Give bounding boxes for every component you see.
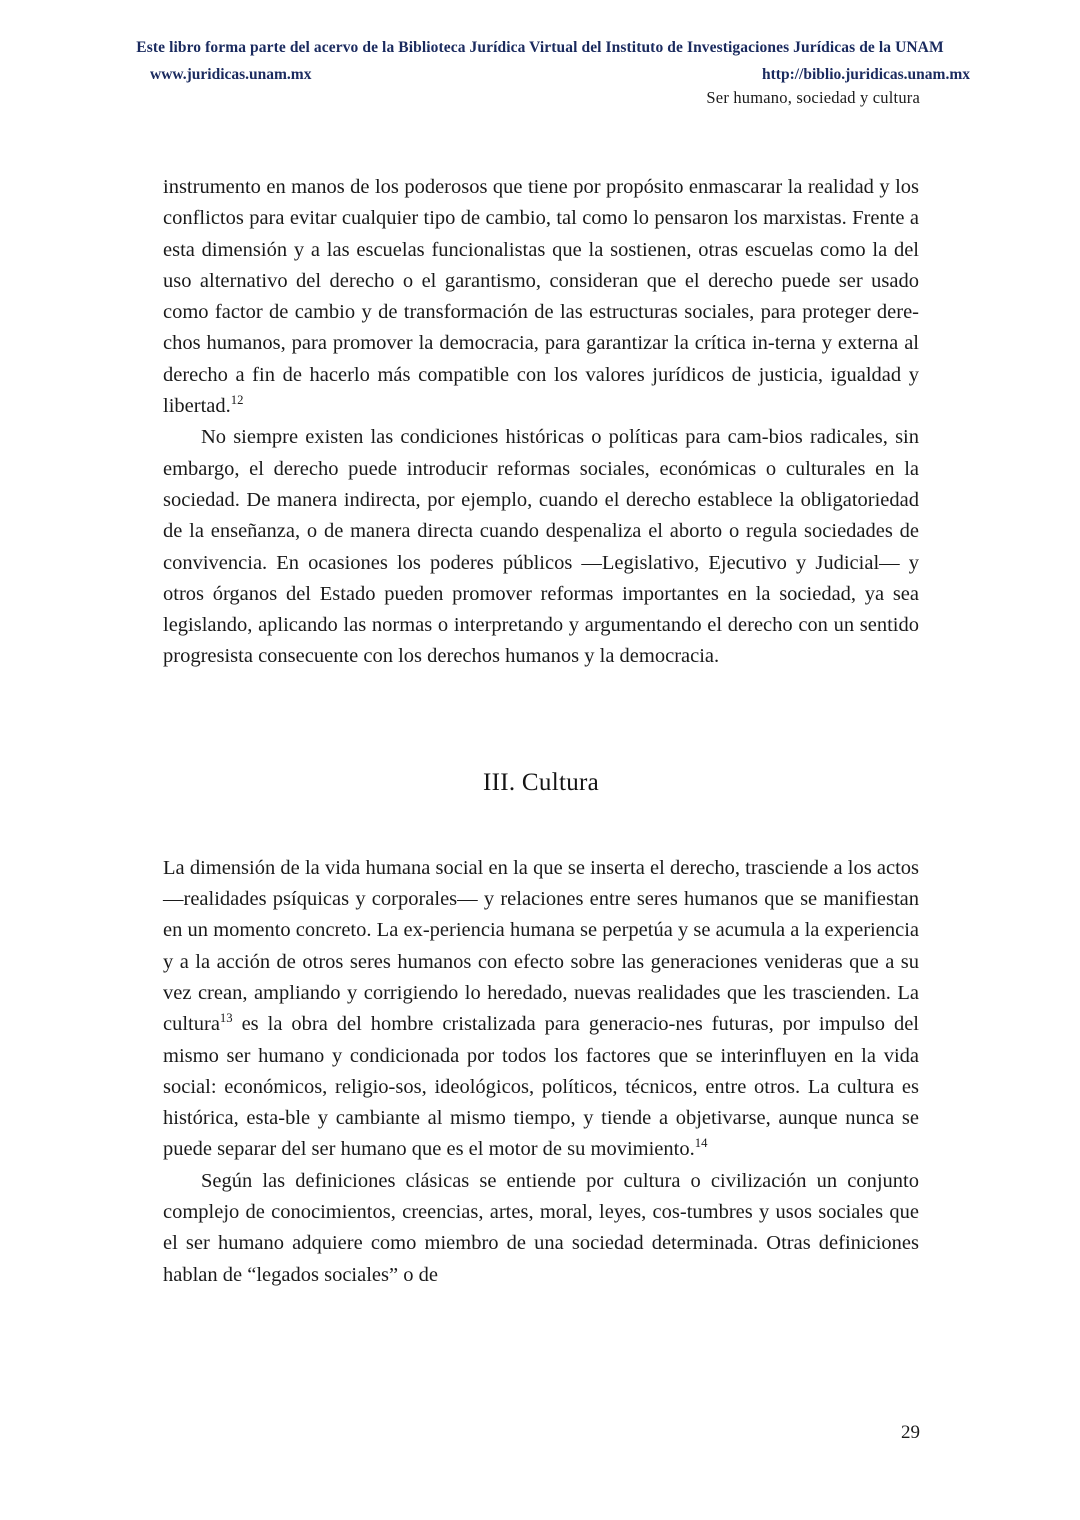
repository-banner-urls [100,63,980,85]
repository-banner-text: Este libro forma parte del acervo de la Biblioteca Jurídica Virtual del Instituto de Investigaciones Jurídicas de la UNAM [136,39,944,56]
spacer-after-heading [163,797,919,853]
page-number: 29 [901,1422,920,1443]
footnote-marker-14[interactable]: 14 [694,1136,708,1151]
paragraph-4: Según las definiciones clásicas se entiende por cultura o civilización un conjunto complejo de conocimientos, creencias, artes, moral, leyes, cos-tumbres y usos sociales que el ser humano adquiere como miembro de una sociedad determinada. Otras definiciones hablan de “legados sociales” o de [163,1169,919,1286]
repository-url-left[interactable]: www.juridicas.unam.mx [150,65,312,83]
running-head: Ser humano, sociedad y cultura [706,88,920,107]
spacer-before-heading [163,673,919,769]
footnote-marker-12[interactable]: 12 [230,393,244,408]
paragraph-1 [163,172,919,422]
paragraph-3-text-part-2: es la obra del hombre cristalizada para generacio-nes futuras, por impulso del mismo ser humano y condicionada por todos los factores que se interinfluyen en la vida social: económicos, religio-sos, ideológicos, políticos, técnicos, entre otros. La cultura es histórica, esta-ble y cambiante al mismo tiempo, y tiende a objetivarse, aunque nunca se puede separar del ser humano que es el motor de su movimiento. [163,1013,919,1161]
paragraph-3-text-part-1: La dimensión de la vida humana social en la que se inserta el derecho, trasciende a los actos —realidades psíquicas y corporales— y relaciones entre seres humanos que se manifiestan en un momento concreto. La ex-periencia humana se perpetúa y se acumula a la experiencia y a la acción de otros seres humanos con efecto sobre las generaciones venideras que a su vez crean, ampliando y corrigiendo lo heredado, nuevas realidades que les trascienden. La cultura [163,856,919,1036]
repository-banner [0,36,1080,85]
repository-url-right[interactable]: http://biblio.juridicas.unam.mx [762,65,970,83]
section-heading: III. Cultura [482,768,600,796]
paragraph-1-text: instrumento en manos de los poderosos que tiene por propósito enmascarar la realidad y los conflictos para evitar cualquier tipo de cambio, tal como lo pensaron los marxistas. Frente a esta dimensión y a las escuelas funcionalistas que la sostienen, otras escuelas como la del uso alternativo del derecho o el garantismo, consideran que el derecho puede ser usado como factor de cambio y de transformación de las estructuras sociales, para proteger dere-chos humanos, para promover la democracia, para garantizar la crítica in-terna y externa al derecho a fin de hacerlo más compatible con los valores jurídicos de justicia, igualdad y libertad. [163,176,919,418]
footnote-marker-13[interactable]: 13 [219,1011,233,1026]
paragraph-2: No siempre existen las condiciones históricas o políticas para cam-bios radicales, sin embargo, el derecho puede introducir reformas sociales, económicas o culturales en la sociedad. De manera indirecta, por ejemplo, cuando el derecho establece la obligatoriedad de la enseñanza, o de manera directa cuando despenaliza el aborto o regula sociedades de convivencia. En ocasiones los poderes públicos —Legislativo, Ejecutivo y Judicial— y otros órganos del Estado pueden promover reformas importantes en la sociedad, ya sea legislando, aplicando las normas o interpretando y argumentando el derecho con un sentido progresista consecuente con los derechos humanos y la democracia. [163,426,919,668]
page-body [163,172,919,1291]
paragraph-3 [163,853,919,1166]
